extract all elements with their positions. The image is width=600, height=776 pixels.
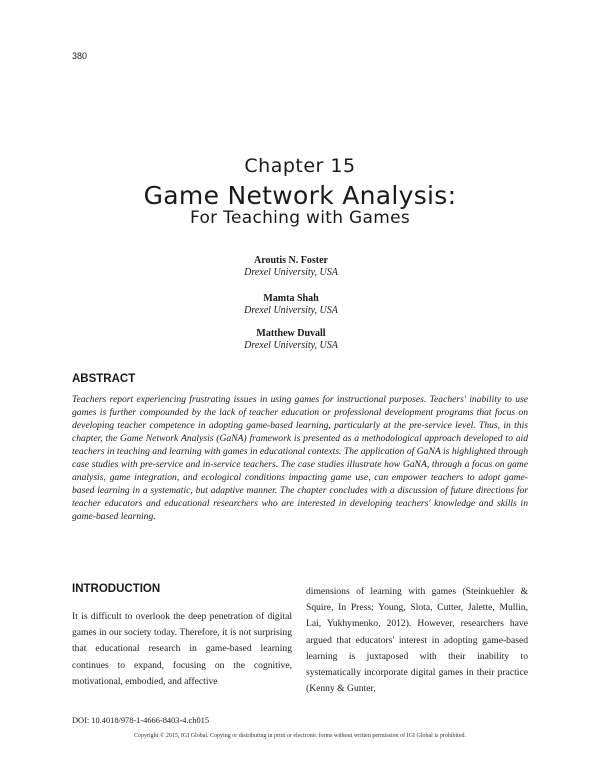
author-name: Aroutis N. Foster <box>254 255 328 266</box>
author-affiliation: Drexel University, USA <box>244 267 338 278</box>
author-block <box>0 328 582 352</box>
intro-right-column: dimensions of learning with games (Steinkuehler & Squire, In Press; Young, Slota, Cutter, Jalette, Mullin, Lai, Yukhymenko, 2012). However, researchers have argued that educators' interest in adopting game-based learning is juxtaposed with their inability to systematically incorporate digital games in their practice (Kenny & Gunter, <box>306 586 528 695</box>
page-number: 380 <box>72 51 88 61</box>
author-name: Mamta Shah <box>263 293 319 304</box>
chapter-label: Chapter 15 <box>244 155 356 177</box>
author-affiliation: Drexel University, USA <box>244 305 338 316</box>
author-block <box>0 293 582 317</box>
abstract-text: Teachers report experiencing frustrating issues in using games for instructional purposes. Teachers' inability to use games is further compounded by the lack of teacher education or professional development programs that focus on developing teacher competence in adopting game-based learning, particularly at the pre-service level. Thus, in this chapter, the Game Network Analysis (GaNA) framework is presented as a methodological approach developed to aid teachers in teaching and learning with games in educational contexts. The application of GaNA is highlighted through case studies with pre-service and in-service teachers. The case studies illustrate how GaNA, through a focus on game analysis, game integration, and ecological conditions impacting game use, can empower teachers to adopt game-based learning in a systematic, but adaptive manner. The chapter concludes with a discussion of future directions for teacher educators and educational researchers who are interested in developing teachers' knowledge and skills in game-based learning. <box>72 394 528 522</box>
intro-left-column: It is difficult to overlook the deep penetration of digital games in our society today. Therefore, it is not surprising that educational research in game-based learning continues to expand, focusing on the cognitive, motivational, embodied, and affective <box>72 611 292 687</box>
chapter-subtitle: For Teaching with Games <box>190 208 410 228</box>
abstract-heading: ABSTRACT <box>72 373 136 385</box>
chapter-title: Game Network Analysis: <box>143 181 457 210</box>
author-name: Matthew Duvall <box>256 328 326 339</box>
introduction-heading: INTRODUCTION <box>72 583 161 595</box>
doi: DOI: 10.4018/978-1-4666-8403-4.ch015 <box>72 716 210 725</box>
author-affiliation: Drexel University, USA <box>244 340 338 351</box>
author-block <box>0 255 582 279</box>
copyright-notice: Copyright © 2015, IGI Global. Copying or distributing in print or electronic forms without written permission of IGI Global is prohibited. <box>133 733 466 739</box>
